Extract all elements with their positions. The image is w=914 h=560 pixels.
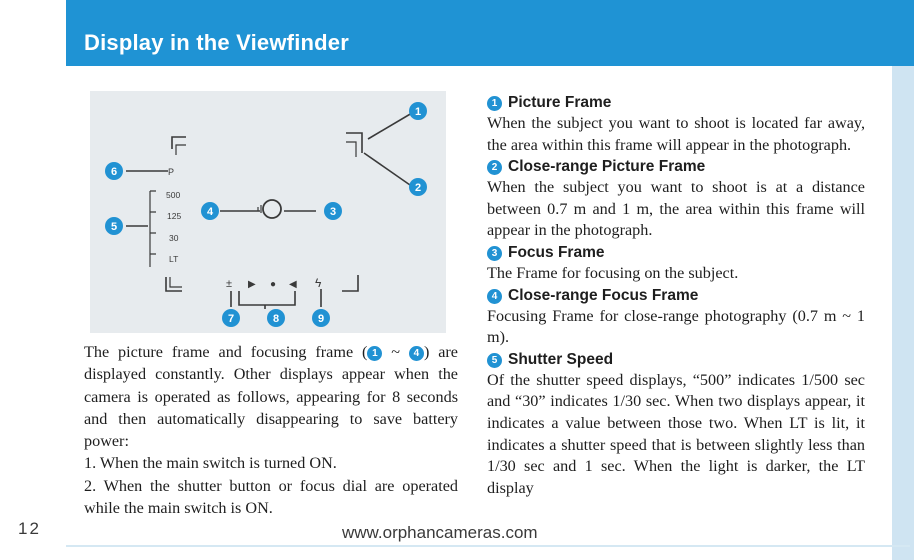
badge-4-inline: 4 (409, 346, 424, 361)
svg-text:9: 9 (317, 313, 325, 325)
shutter-label-500: 500 (166, 190, 181, 200)
section-body: Focusing Frame for close-range photography (0.7 m ~ 1 m). (487, 306, 865, 347)
badge-4-inline: 4 (487, 289, 502, 304)
shutter-label-lt: LT (169, 254, 179, 264)
section-body: When the subject you want to shoot is located far away, the area within this frame will appear in the photograph. (487, 114, 865, 154)
badge-1-inline: 1 (367, 346, 382, 361)
descriptions (487, 92, 865, 499)
section-title: Picture Frame (508, 94, 612, 111)
section-focus-frame (487, 242, 865, 285)
svg-text:7: 7 (227, 313, 235, 325)
svg-text:2: 2 (414, 182, 422, 194)
page-edge-strip (892, 0, 914, 560)
list-item: 2. When the shutter button or focus dial are operated while the main switch is ON. (84, 476, 458, 518)
badge-5-inline: 5 (487, 353, 502, 368)
shutter-label-125: 125 (167, 211, 182, 221)
section-close-range-focus-frame (487, 285, 865, 349)
viewfinder-diagram (90, 91, 446, 333)
svg-text:4: 4 (206, 206, 214, 218)
close-frame-corner-bottom-left (170, 277, 182, 287)
footer-divider (66, 545, 910, 547)
frame-corner-bottom-right (342, 275, 358, 291)
section-body: When the subject you want to shoot is at a distance between 0.7 m and 1 m, the area within this frame will appear in the photograph. (487, 178, 865, 240)
badge-3-inline: 3 (487, 246, 502, 261)
badge-6 (105, 162, 123, 180)
close-frame-corner-top-left (176, 145, 186, 155)
svg-text:8: 8 (272, 313, 280, 325)
badge-2-inline: 2 (487, 160, 502, 175)
page-number: 12 (18, 519, 41, 538)
focus-ok-indicator: ● (270, 279, 277, 290)
badge-8 (267, 309, 285, 327)
focus-frame (263, 200, 281, 218)
badge-1 (409, 102, 427, 120)
intro-paragraph: The picture frame and focusing frame ( 1 ~ 4 ) are displayed constantly. Other displays appear when the camera is operated as follows, appearing for 8 seconds and then automatically disappearing to save battery power: (84, 343, 458, 451)
frame-corner-bottom-left (166, 277, 182, 291)
flash-indicator: ϟ (315, 276, 322, 290)
focus-arrow-left-indicator: ◀ (289, 279, 297, 290)
section-title: Focus Frame (508, 243, 605, 261)
section-body: Of the shutter speed displays, “500” indicates 1/500 sec and “30” indicates 1/30 sec. When two displays appear, it indicates a value between those two. When LT is lit, it indicates a shutter speed that is between slightly less than 1/30 sec and 1 sec. When the light is darker, the LT display (487, 370, 865, 497)
header-bar (66, 0, 910, 66)
exposure-compensation-indicator: ± (226, 278, 233, 290)
badge-4 (201, 202, 219, 220)
svg-text:6: 6 (110, 166, 118, 178)
badge-2 (409, 178, 427, 196)
section-body: The Frame for focusing on the subject. (487, 263, 739, 282)
page-title: Display in the Viewfinder (84, 30, 349, 55)
intro-text (84, 341, 458, 519)
badge-9 (312, 309, 330, 327)
list-item: 1. When the main switch is turned ON. (84, 454, 337, 473)
badge-3 (324, 202, 342, 220)
section-title: Close-range Picture Frame (508, 158, 706, 176)
close-frame-corner-top-right (346, 142, 356, 157)
svg-text:3: 3 (329, 206, 337, 218)
svg-text:1: 1 (414, 106, 422, 118)
badge-1-inline: 1 (487, 96, 502, 111)
focus-arrow-right-indicator: ▶ (248, 279, 256, 290)
section-close-range-picture-frame (487, 156, 865, 242)
svg-text:5: 5 (110, 221, 118, 233)
badge-7 (222, 309, 240, 327)
website-watermark: www.orphancameras.com (342, 523, 538, 542)
badge-5 (105, 217, 123, 235)
section-picture-frame (487, 92, 865, 156)
section-title: Close-range Focus Frame (508, 286, 699, 304)
section-title: Shutter Speed (508, 350, 614, 368)
shutter-label-30: 30 (169, 233, 179, 243)
shutter-label-p: P (168, 167, 175, 177)
frame-corner-top-left (172, 137, 186, 149)
frame-corner-top-right (346, 133, 362, 153)
section-shutter-speed (487, 349, 865, 500)
